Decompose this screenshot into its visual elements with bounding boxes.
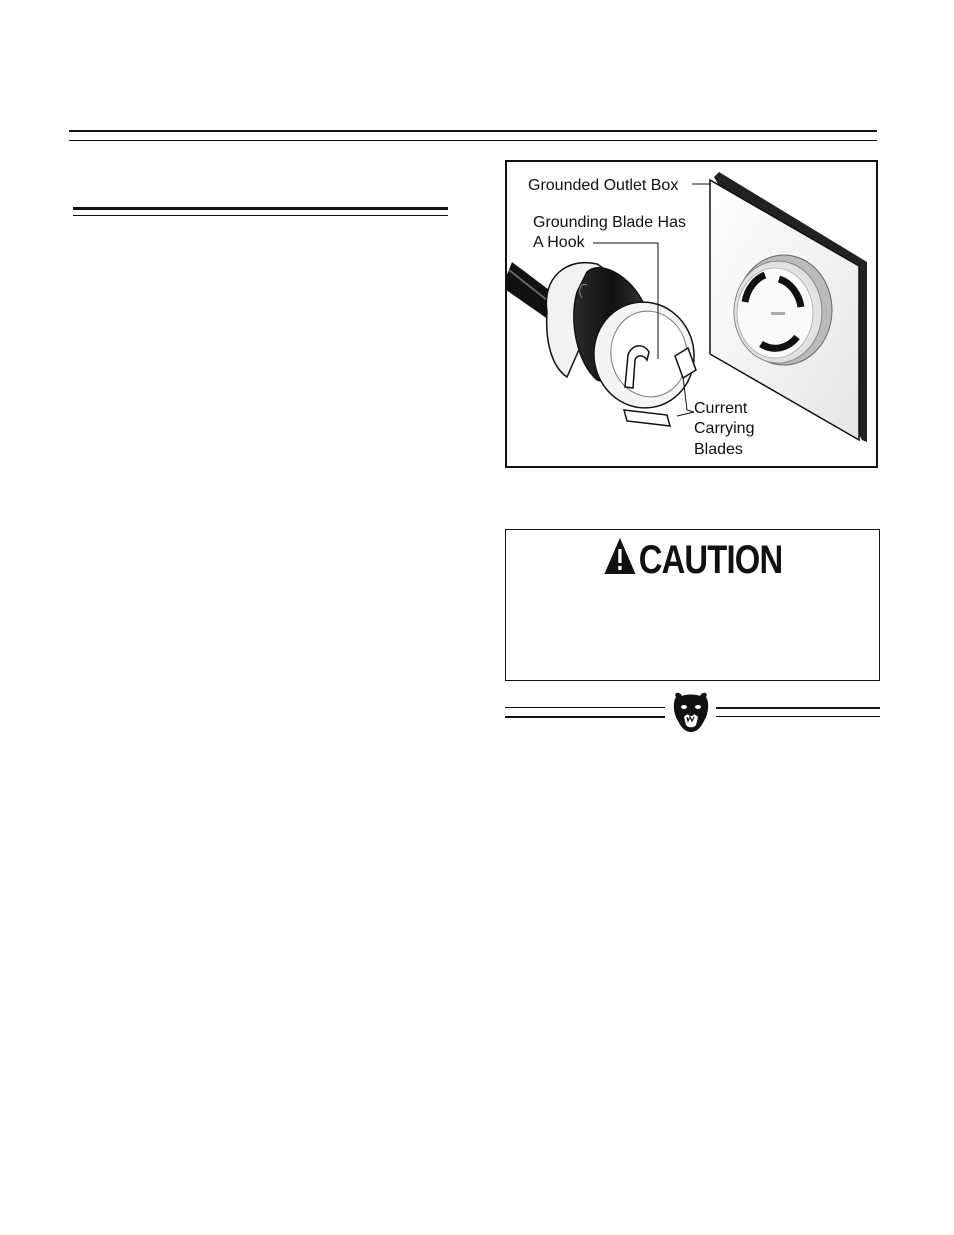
plug-outlet-figure — [505, 160, 878, 468]
plug — [546, 263, 702, 426]
label-current-line2: Carrying — [694, 420, 755, 437]
caution-box — [505, 529, 880, 681]
label-current-line1: Current — [694, 400, 748, 417]
caution-title-text: CAUTION — [638, 538, 783, 582]
plug-outlet-illustration — [507, 162, 878, 468]
label-grounding-blade-line1: Grounding Blade Has — [533, 214, 686, 231]
warning-triangle-icon — [603, 536, 637, 576]
footer-rule-right-bottom — [716, 716, 880, 717]
section-rule-bottom — [73, 215, 448, 216]
bear-head-logo-icon — [670, 691, 712, 733]
section-rule-top — [73, 207, 448, 210]
footer-rule-left-top — [505, 707, 665, 708]
footer-rule-right-top — [716, 707, 880, 709]
header-rule-bottom — [69, 140, 877, 141]
header-rule-top — [69, 130, 877, 132]
footer-rule-left-bottom — [505, 716, 665, 718]
label-grounding-blade-line2: A Hook — [533, 234, 585, 251]
label-current-line3: Blades — [694, 441, 743, 458]
label-grounded-outlet-box: Grounded Outlet Box — [528, 177, 679, 194]
caution-heading — [540, 536, 846, 584]
